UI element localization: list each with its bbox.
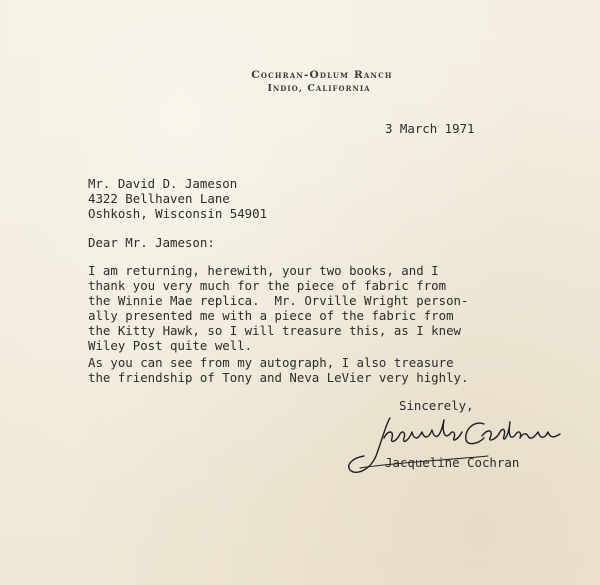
- letter-date: 3 March 1971: [385, 121, 475, 136]
- paragraph-line: As you can see from my autograph, I also treasure: [88, 355, 454, 370]
- greeting: Dear Mr. Jameson:: [88, 235, 215, 250]
- letterhead: [0, 68, 600, 95]
- paragraph-line: the Kitty Hawk, so I will treasure this, as I knew: [88, 323, 461, 338]
- paragraph-line: I am returning, herewith, your two books, and I: [88, 263, 439, 278]
- recipient-name: Mr. David D. Jameson: [88, 176, 238, 191]
- body-paragraph-2: [88, 355, 468, 385]
- paragraph-line: Wiley Post quite well.: [88, 338, 253, 353]
- paragraph-line: thank you very much for the piece of fabric from: [88, 278, 447, 293]
- paragraph-line: the friendship of Tony and Neva LeVier very highly.: [88, 370, 469, 385]
- recipient-street: 4322 Bellhaven Lane: [88, 191, 230, 206]
- letterhead-name: Cochran-Odlum Ranch: [251, 69, 393, 81]
- paragraph-line: ally presented me with a piece of the fabric from: [88, 308, 454, 323]
- letterhead-place: Indio, California: [267, 83, 371, 94]
- recipient-address: [88, 176, 267, 221]
- paragraph-line: the Winnie Mae replica. Mr. Orville Wright person-: [88, 293, 469, 308]
- closing: Sincerely,: [399, 398, 474, 413]
- body-paragraph-1: [88, 263, 468, 353]
- recipient-city: Oshkosh, Wisconsin 54901: [88, 206, 268, 221]
- typed-signatory-name: Jacqueline Cochran: [385, 455, 520, 470]
